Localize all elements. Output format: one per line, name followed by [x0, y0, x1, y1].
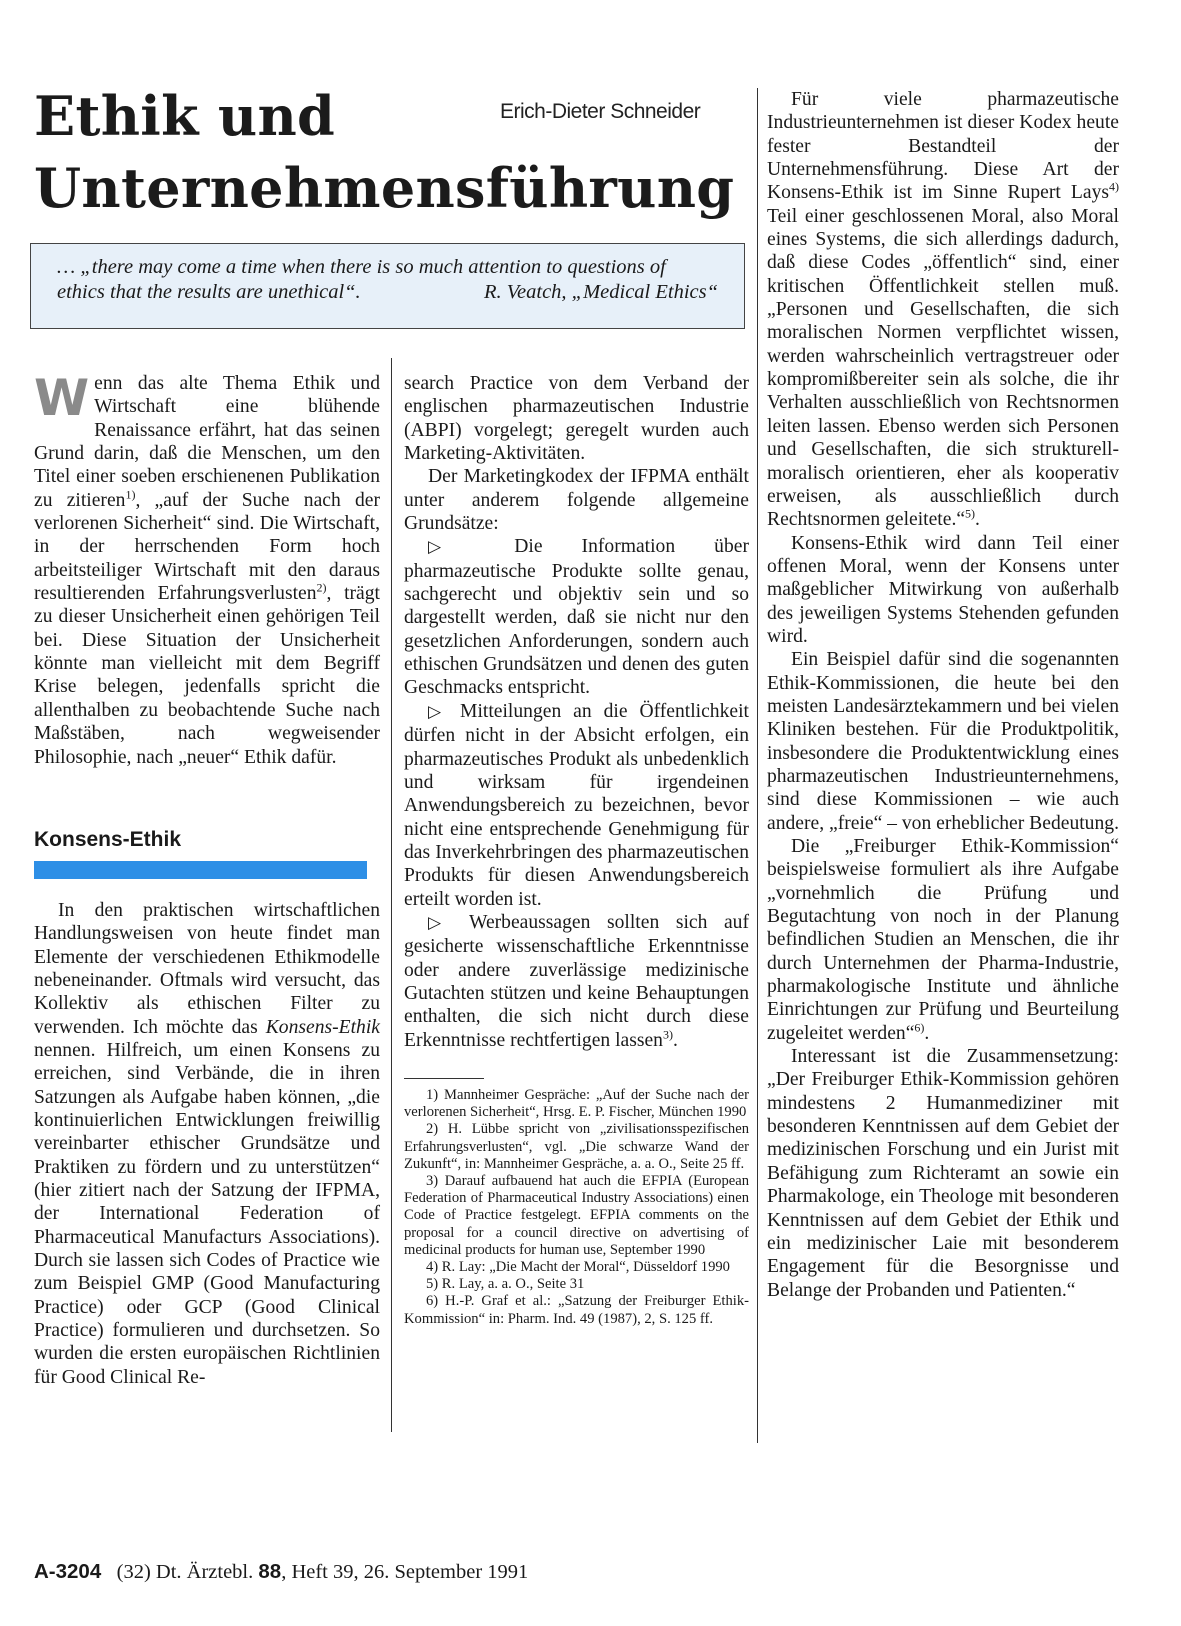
title-line-2: Unternehmensführung: [34, 156, 735, 220]
epigraph-box: [30, 243, 745, 329]
footnote-ref: 6): [914, 1020, 925, 1035]
section-heading: Konsens-Ethik: [34, 827, 182, 851]
page-number: A-3204: [34, 1560, 102, 1583]
column-divider: [757, 88, 758, 1443]
footnote: 4) R. Lay: „Die Macht der Moral“, Düsseldorf 1990: [426, 1259, 730, 1275]
body-paragraph: Der Marketingkodex der IFPMA enthält unter anderem folgende allgemeine Grundsätze:: [404, 466, 749, 535]
column-1: [34, 369, 381, 1389]
epigraph-text-1: … „there may come a time when there is so much attention to questions of: [57, 256, 666, 278]
footnote-ref: 2): [316, 580, 327, 595]
bullet-item: ▷ Werbeaussagen sollten sich auf gesicherte wissenschaftliche Erkenntnisse oder andere zuverlässige medizinische Gutachten stützen und keine Behauptungen enthalten, die sich nicht durch diese Erkenntnisse rechtfertigen lassen$^{3)}$.: [404, 911, 750, 1051]
triangle-bullet-icon: ▷: [428, 912, 453, 933]
column-2: [404, 372, 749, 1328]
epigraph-source: R. Veatch, „Medical Ethics“: [484, 281, 718, 303]
intro-paragraph: Wenn das alte Thema Ethik und Wirtschaft eine blühende Renaissance erfährt, hat das seinen Grund darin, daß die Menschen, um den Titel einer soeben erschienenen Publikation zu zitieren$^{1)}$, „auf der Suche nach der verlorenen Sicherheit“ sind. Die Wirtschaft, in der herrschenden Form hoch arbeitsteiliger Wirtschaft mit den daraus resultierenden Erfahrungsverlusten$^{2)}$, trägt zu dieser Unsicherheit einen gehörigen Teil bei. Diese Situation der Unsicherheit könnte man vielleicht mit dem Begriff Krise belegen, jedenfalls spricht die allenthalben zu beobachtende Suche nach Maßstäben, nach wegweisender Philosophie, nach „neuer“ Ethik dafür.: [34, 369, 381, 768]
triangle-bullet-icon: ▷: [428, 537, 476, 558]
body-paragraph: Ein Beispiel dafür sind die sogenannten Ethik-Kommissionen, die heute bei den meisten Landesärztekammern und bei vielen Kliniken bestehen. Für die Produktpolitik, insbesondere die Produktentwicklung eines pharmazeutischen Industrieunternehmens, sind diese Kommissionen – wie auch andere, „freie“ – von erheblicher Bedeutung.: [767, 649, 1119, 834]
epigraph-text-2: ethics that the results are unethical“.: [57, 281, 361, 303]
body-paragraph: Konsens-Ethik wird dann Teil einer offenen Moral, wenn der Konsens unter maßgeblicher Mitwirkung von außerhalb des jeweiligen Systems Stehenden gefunden wird.: [767, 532, 1119, 647]
drop-cap: W: [34, 369, 90, 427]
footnote-ref: 4): [1109, 179, 1119, 194]
triangle-bullet-icon: ▷: [428, 701, 449, 722]
footnote-rule: [404, 1078, 484, 1079]
column-divider: [391, 358, 392, 1432]
body-paragraph: search Practice von dem Verband der englischen pharmazeutischen Industrie (ABPI) vorgelegt; geregelt wurden auch Marketing-Aktivitäten.: [404, 373, 749, 465]
column-3: [767, 88, 1119, 1302]
body-paragraph: In den praktischen wirtschaftlichen Handlungsweisen von heute findet man Elemente der verschiedenen Ethikmodelle nebeneinander. Oftmals wird versucht, das Kollektiv als ethischen Filter zu verwenden. Ich möchte das Konsens-Ethik nennen. Hilfreich, um einen Konsens zu erreichen, sind Verbände, die in ihren Satzungen als Aufgabe haben können, „die kontinuierlichen Entwicklungen freiwillig vereinbarter ethischer Grundsätze und Praktiken zu fördern und zu unterstützen“ (hier zitiert nach der Satzung der IFPMA, der International Federation of Pharmaceutical Manufacturs Associations). Durch sie lassen sich Codes of Practice wie zum Beispiel GMP (Good Manufacturing Practice) oder GCP (Good Clinical Practice) formulieren und durchsetzen. So wurden die ersten europäischen Richtlinien für Good Clinical Re-: [34, 899, 380, 1388]
author-name: Erich-Dieter Schneider: [500, 100, 701, 123]
footnote: 2) H. Lübbe spricht von „zivilisationsspezifischen Erfahrungsverlusten“, vgl. „Die schwarze Wand der Zukunft“, in: Mannheimer Gespräche, a. a. O., Seite 25 ff.: [404, 1121, 749, 1172]
page-footer: A-3204 (32) Dt. Ärztebl. 88, Heft 39, 26. September 1991: [34, 1560, 529, 1583]
footnote: 3) Darauf aufbauend hat auch die EFPIA (European Federation of Pharmaceutical Industry Associations) einen Code of Practice festgelegt. EFPIA comments on the proposal for a council directive on advertising of medicinal products for human use, September 1990: [404, 1172, 749, 1258]
footnote: 5) R. Lay, a. a. O., Seite 31: [426, 1276, 585, 1293]
title-line-1: Ethik und: [34, 84, 336, 148]
footnote-ref: 3): [662, 1027, 673, 1042]
body-paragraph: Interessant ist die Zusammensetzung: „Der Freiburger Ethik-Kommission gehören mindestens 2 Humanmediziner mit besonderen Kenntnissen auf dem Gebiet der medizinischen Forschung und ein Jurist mit Befähigung zum Richteramt an sowie ein Pharmakologe, ein Theologe mit besonderen Kenntnissen auf dem Gebiet der Ethik und ein medizinischer Laie mit besonderem Engagement für die Besorgnisse und Belange der Probanden und Patienten.“: [767, 1046, 1119, 1301]
footnote-ref: 5): [965, 506, 976, 521]
footnotes: [404, 1087, 749, 1328]
body-paragraph: Für viele pharmazeutische Industrieunternehmen ist dieser Kodex heute fester Bestandteil der Unternehmensführung. Diese Art der Konsens-Ethik ist im Sinne Rupert Lays$^{4)}$ Teil einer geschlossenen Moral, also Moral eines Systems, die sich allerdings dadurch, daß diese Codes „öffentlich“ sind, einer kritischen Öffentlichkeit stellen muß. „Personen und Gesellschaften, die sich moralischen Normen verpflichtet wissen, werden wahrscheinlich vertragstreuer oder kompromißbereiter sein als solche, die ihr Verhalten ausschließlich von Rechtsnormen leiten lassen. Ebenso werden sich Personen und Gesellschaften, die sich strukturell-moralisch orientieren, eher als kooperativ erweisen, als ausschließlich durch Rechtsnormen geleitete.“$^{5)}$.: [767, 89, 1119, 531]
footnote: 6) H.-P. Graf et al.: „Satzung der Freiburger Ethik-Kommission“ in: Pharm. Ind. 49 (1987), 2, S. 125 ff.: [404, 1293, 749, 1327]
body-paragraph: Die „Freiburger Ethik-Kommission“ beispielsweise formuliert als ihre Aufgabe „vornehmlich die Prüfung und Begutachtung von noch in der Planung befindlichen Studien an Menschen, die ihr durch Unternehmen der Pharma-Industrie, pharmakologische Institute und ähnliche Einrichtungen zur Prüfung und Beurteilung zugeleitet werden“$^{6)}$.: [767, 836, 1119, 1044]
section-heading-bar: [34, 861, 367, 879]
footnote: 1) Mannheimer Gespräche: „Auf der Suche nach der verlorenen Sicherheit“, Hrsg. E. P. Fischer, München 1990: [404, 1086, 749, 1121]
footnote-ref: 1): [125, 487, 136, 502]
bullet-item: ▷ Die Information über pharmazeutische Produkte sollte genau, sachgerecht und objektiv sein und so dargestellt werden, daß sie nicht nur den gesetzlichen Anforderungen, sondern auch ethischen Grundsätzen und denen des guten Geschmacks entspricht.: [404, 536, 749, 699]
journal-volume: 88: [258, 1560, 282, 1583]
bullet-item: ▷ Mitteilungen an die Öffentlichkeit dürfen nicht in der Absicht erfolgen, ein pharmazeutisches Produkt als unbedenklich und wirksam für irgendeinen Anwendungsbereich zu bezeichnen, bevor nicht eine entsprechende Genehmigung für das Inverkehrbringen des pharmazeutischen Produkts für diesen Anwendungsbereich erteilt worden ist.: [404, 700, 749, 910]
